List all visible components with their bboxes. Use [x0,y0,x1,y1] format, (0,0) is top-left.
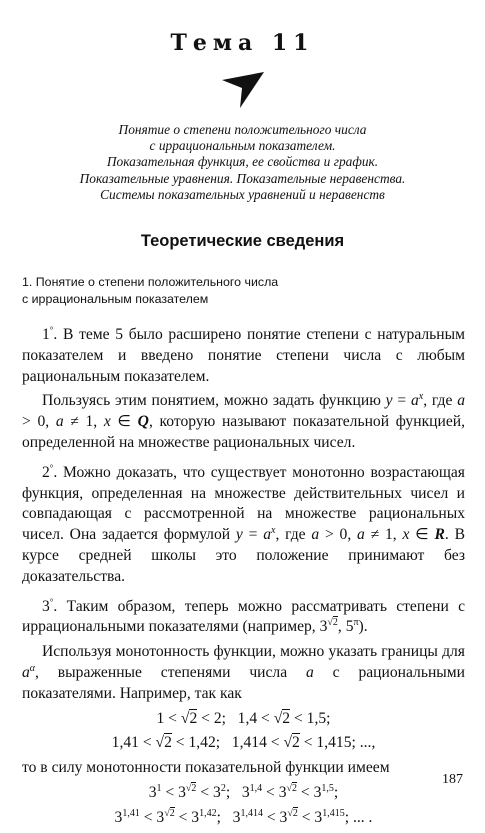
paragraph-text: . Можно доказать, что существует монотонно возрастающая функция, определенная на множестве действительных чисел и совпадающая с рассмотренной на множестве рациональных чисел. Она задается формулой [22,463,465,544]
paragraph-text: Пользуясь этим понятием, можно задать функцию [42,392,386,410]
paragraph-text: с рациональными показателями. Например, так как [22,663,465,702]
paragraph-6: то в силу монотонности показательной функции имеем [22,759,390,777]
section-heading: Теоретические сведения [140,232,345,250]
subtitle-line: Понятие о степени положительного числа [118,122,367,137]
formula-inline: y [385,392,393,410]
formula-inline: y [235,526,243,544]
body-text [22,320,465,833]
subtitle-line: Системы показательных уравнений и неравенств [100,186,385,202]
paragraph-text: , которую называют показательной функцией, определенной на множестве рациональных чисел. [22,413,466,451]
degree-mark: ° [49,596,54,607]
subtitle-line: с иррациональным показателем. [149,138,336,154]
paragraph-text: , выраженные степенями числа [35,663,306,681]
subsection-title [22,274,462,308]
paragraph-text: . В теме 5 было расширено понятие степени с натуральным показателем и введено понятие степени числа с любым рациональным показателем. [22,326,465,385]
paragraph-2: Пользуясь этим понятием, можно задать функцию $y = a^x$, где a > 0, a ≠ 1, x ∈ Q, которую называют показательной функцией, определенной на множестве рациональных чисел. [22,391,466,451]
paragraph-5: Используя монотонность функции, можно указать границы для $a^\alpha$, выраженные степенями числа a с рациональными показателями. Например, так как [22,643,465,702]
formula-line: 1,41 < √2 < 1,42; 1,414 < √2 < 1,415; ..., [111,734,376,752]
paragraph-number: 3 [42,597,50,615]
topic-subtitle [20,122,465,203]
paragraph-text: . Таким образом, теперь можно рассматривать степени с иррациональными показателями (например, [22,597,465,636]
formula-line: 1 < √2 < 2; 1,4 < √2 < 1,5; [156,709,331,727]
formula-line: $3^1 < 3^{√2} < 3^2$; $3^{1,4} < 3^{√2} < 3^{1,5}$; [148,782,339,801]
paragraph-number: 2 [42,463,50,481]
degree-mark: ° [49,462,54,473]
subsection-line: с иррациональным показателем [22,292,209,306]
subtitle-line: Показательные уравнения. Показательные неравенства. [79,170,406,186]
paragraph-3: 2°. Можно доказать, что существует монотонно возрастающая функция, определенная на множестве действительных чисел и совпадающая с рассмотренной на множестве рациональных чисел. Она задается формулой $y = a^x$, где a > 0, a ≠ 1, x ∈ R. В курсе средней школы это положение принимают без доказательства. [22,462,466,585]
subsection-line: 1. Понятие о степени положительного числа [22,275,279,289]
paragraph-number: 1 [42,326,50,343]
theme-title: Тема 11 [170,30,315,56]
subtitle-line: Показательная функция, ее свойства и график. [106,154,379,170]
paragraph-4: 3°. Таким образом, теперь можно рассматривать степени с иррациональными показателями (например, $3^{√2}$, $5^\pi$). [22,596,465,636]
page-number: 187 [442,772,463,787]
arrow-ornament-icon [220,70,266,110]
degree-mark: ° [49,325,54,335]
paragraph-1 [22,320,465,387]
paragraph-text: Используя монотонность функции, можно указать границы для [42,643,465,661]
paragraph-text: В курсе средней школы это положение принимают без доказательства. [22,526,466,585]
formula-line: $3^{1,41} < 3^{√2} < 3^{1,42}$; $3^{1,414} < 3^{√2} < 3^{1,415}$; ... . [114,807,373,826]
